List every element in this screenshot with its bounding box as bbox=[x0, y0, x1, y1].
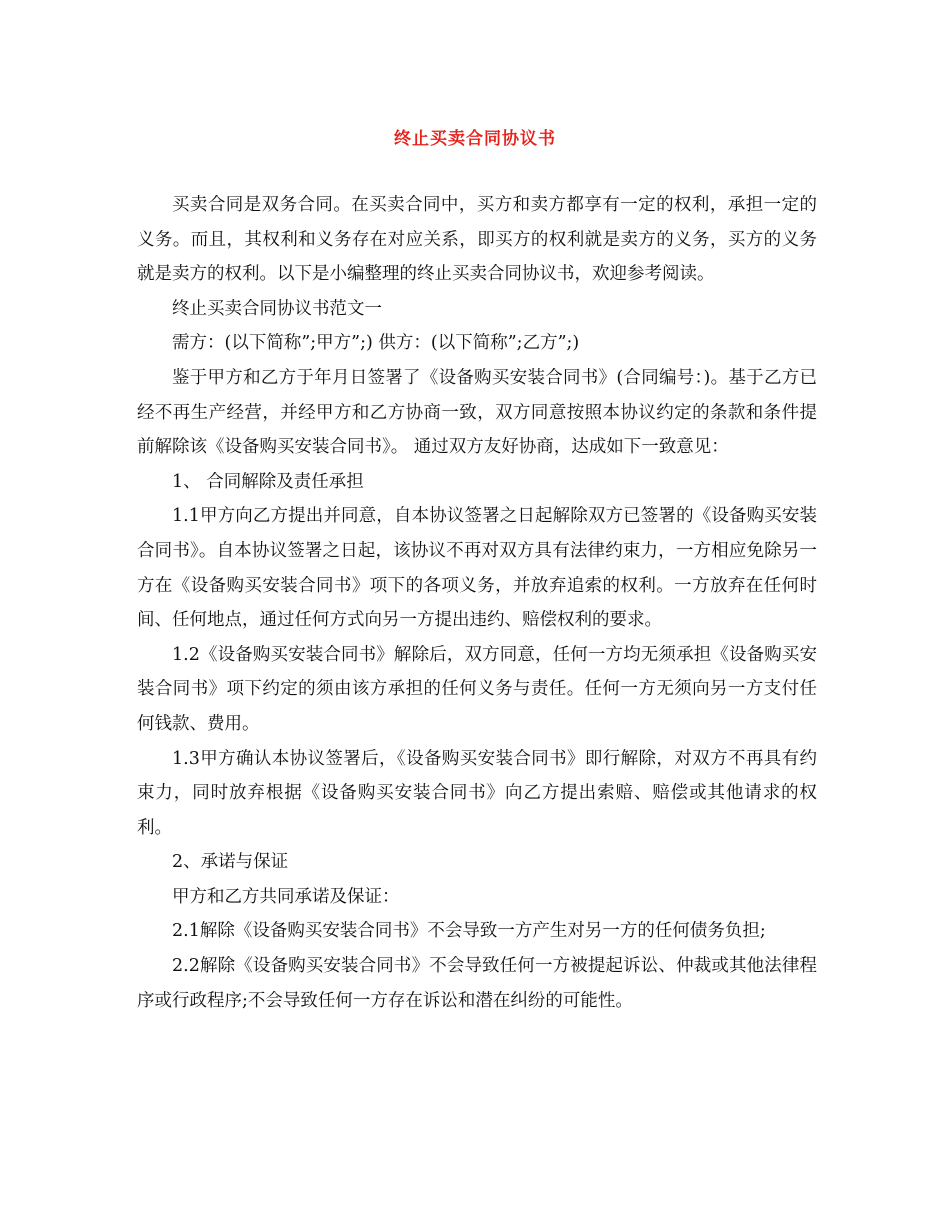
clause-2-2: 2.2解除《设备购买安装合同书》不会导致任何一方被提起诉讼、仲裁或其他法律程序或行政程序;不会导致任何一方存在诉讼和潜在纠纷的可能性。 bbox=[137, 956, 817, 1011]
paragraph-warranties-intro: 甲方和乙方共同承诺及保证： bbox=[172, 886, 400, 907]
paragraph-parties: 需方：(以下简称”;甲方”;) 供方：(以下简称”;乙方”;) bbox=[172, 333, 580, 354]
clause-1-3: 1.3甲方确认本协议签署后，《设备购买安装合同书》即行解除，对双方不再具有约束力，同时放弃根据《设备购买安装合同书》向乙方提出索赔、赔偿或其他请求的权利。 bbox=[137, 748, 817, 838]
clause-1-2: 1.2《设备购买安装合同书》解除后，双方同意，任何一方均无须承担《设备购买安装合同书》项下约定的须由该方承担的任何义务与责任。任何一方无须向另一方支付任何钱款、费用。 bbox=[137, 644, 817, 734]
paragraph-recital: 鉴于甲方和乙方于年月日签署了《设备购买安装合同书》(合同编号：)。基于乙方已经不再生产经营，并经甲方和乙方协商一致，双方同意按照本协议约定的条款和条件提前解除该《设备购买安装合同书》。 通过双方友好协商，达成如下一致意见： bbox=[137, 367, 817, 458]
section-heading-termination: 1、 合同解除及责任承担 bbox=[172, 471, 364, 492]
paragraph-intro: 买卖合同是双务合同。在买卖合同中，买方和卖方都享有一定的权利，承担一定的义务。而且，其权利和义务存在对应关系，即买方的权利就是卖方的义务，买方的义务就是卖方的权利。以下是小编整理的终止买卖合同协议书，欢迎参考阅读。 bbox=[137, 195, 817, 285]
document-title: 终止买卖合同协议书 bbox=[394, 129, 556, 149]
document-body bbox=[137, 188, 817, 1018]
clause-1-1: 1.1甲方向乙方提出并同意，自本协议签署之日起解除双方已签署的《设备购买安装合同书》。自本协议签署之日起，该协议不再对双方具有法律约束力，一方相应免除另一方在《设备购买安装合同书》项下的各项义务，并放弃追索的权利。一方放弃在任何时间、任何地点，通过任何方式向另一方提出违约、赔偿权利的要求。 bbox=[137, 506, 817, 631]
clause-2-1: 2.1解除《设备购买安装合同书》不会导致一方产生对另一方的任何债务负担; bbox=[172, 921, 766, 942]
paragraph-sample-heading: 终止买卖合同协议书范文一 bbox=[172, 298, 382, 319]
section-heading-warranties: 2、承诺与保证 bbox=[172, 852, 289, 873]
